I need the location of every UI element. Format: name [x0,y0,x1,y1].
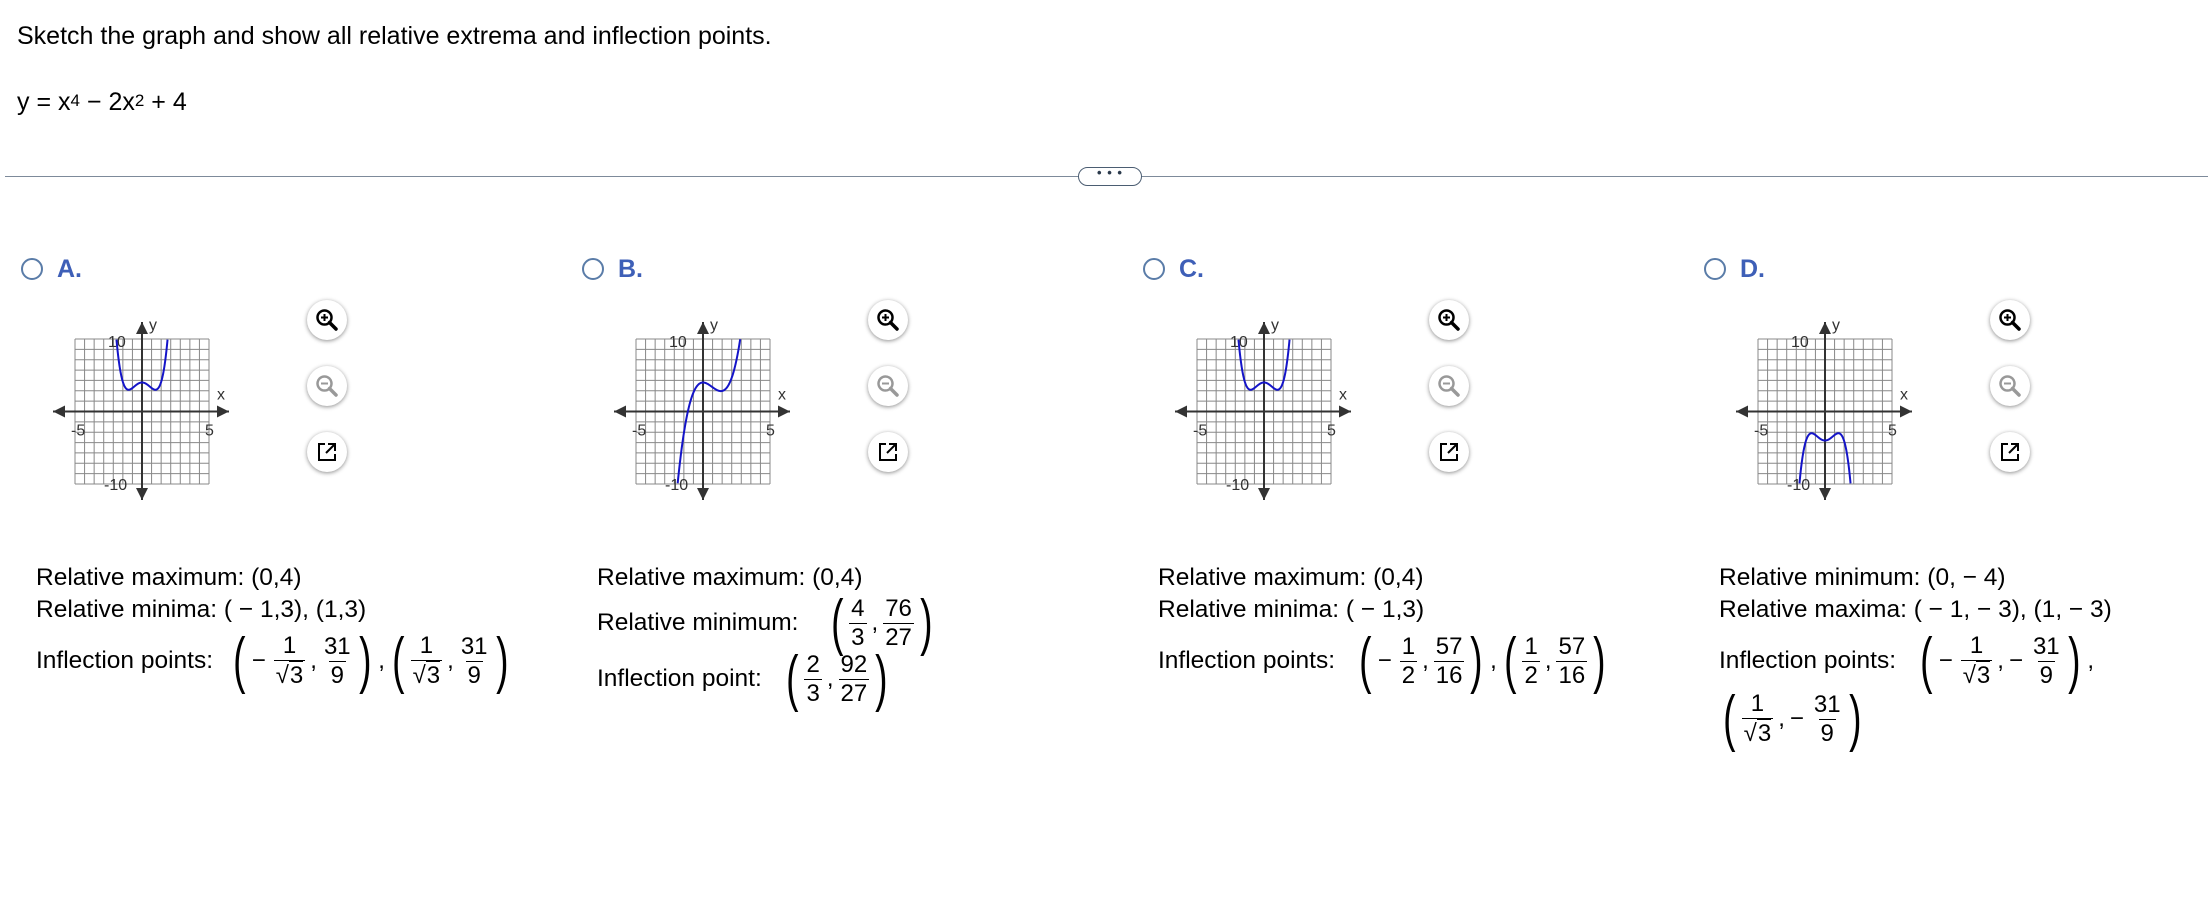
y-axis-arrow-up [136,322,148,334]
option-d [1704,252,2208,812]
inflection-point-2: ( $\frac{1}{2}$ , $\frac{57}{16}$ ) [1503,626,1606,695]
tick-label-neg5: -5 [632,422,647,440]
x-axis-label: x [1339,386,1347,404]
y-axis-label: y [1271,317,1279,334]
option-d-radio[interactable] [1704,258,1726,280]
tick-label-neg5: -5 [1754,422,1769,440]
y-axis-arrow-down [1819,488,1831,500]
zoom-in-icon [1990,300,2030,340]
inflection-point-1: ( − $\frac{1}{2}$ , $\frac{57}{16}$ ) [1359,626,1483,695]
option-d-graph [1722,300,2012,560]
zoom-out-icon [868,366,908,406]
zoom-out-icon [1429,366,1469,406]
expand-more-button[interactable]: • • • [1078,167,1142,186]
tick-label-neg5: -5 [71,422,86,440]
option-c-radio[interactable] [1143,258,1165,280]
tick-label-neg5: -5 [1193,422,1208,440]
zoom-out-button[interactable] [1429,366,1469,406]
x-axis-arrow-left [1736,406,1748,418]
x-axis-arrow-right [778,406,790,418]
zoom-in-icon [868,300,908,340]
y-axis-label: y [149,317,157,334]
pop-out-button[interactable] [1429,432,1469,472]
zoom-out-button[interactable] [868,366,908,406]
inflection-point-2: ( 1 √ 3 , − $\frac{31}{9}$ ) [1723,684,1862,753]
tick-label-pos5: 5 [1888,422,1897,440]
option-a-graph [39,300,329,560]
option-c-letter[interactable]: C. [1179,255,1204,283]
y-axis-label: y [710,317,718,334]
option-a-letter[interactable]: A. [57,255,82,283]
x-axis-label: x [1900,386,1908,404]
option-a [21,252,581,812]
zoom-out-button[interactable] [1990,366,2030,406]
y-axis-arrow-down [136,488,148,500]
option-b-graph [600,300,890,560]
zoom-in-button[interactable] [1990,300,2030,340]
option-d-info: Relative minimum: (0, − 4) Relative maxima: ( − 1, − 3), (1, − 3) Inflection points: ( − 1 √ 3 , − $\frac{31}{9}$ ) , ( 1 √ 3 , − $\frac{31}{9}$ ) [1719,564,2112,753]
tick-label-pos5: 5 [205,422,214,440]
tick-label-pos10: 10 [1230,334,1248,351]
pop-out-button[interactable] [1990,432,2030,472]
option-c-graph [1161,300,1451,560]
zoom-in-button[interactable] [307,300,347,340]
tick-label-pos10: 10 [108,334,126,351]
zoom-in-button[interactable] [1429,300,1469,340]
x-axis-arrow-right [1339,406,1351,418]
inflection-point-1: ( − 1 √ 3 , $\frac{31}{9}$ ) [233,626,372,695]
inflection-point-1: ( − 1 √ 3 , − $\frac{31}{9}$ ) [1920,626,2081,695]
tick-label-neg10: -10 [104,477,128,494]
inflection-point-2: ( 1 √ 3 , $\frac{31}{9}$ ) [392,626,509,695]
pop-out-button[interactable] [307,432,347,472]
zoom-out-icon [1990,366,2030,406]
tick-label-pos5: 5 [766,422,775,440]
pop-out-icon [1990,432,2030,472]
pop-out-icon [307,432,347,472]
option-b-radio[interactable] [582,258,604,280]
option-a-info: Relative maximum: (0,4) Relative minima: ( − 1,3), (1,3) Inflection points: ( − 1 √ 3 , $\frac{31}{9}$ ) , ( 1 √ 3 , $\frac{31}{9}$ ) [36,562,512,692]
y-axis-arrow-up [697,322,709,334]
equation: $y = x^4 - 2x^2 + 4$ [17,88,187,116]
tick-label-neg10: -10 [665,477,689,494]
tick-label-pos5: 5 [1327,422,1336,440]
zoom-in-icon [1429,300,1469,340]
y-axis-label: y [1832,317,1840,334]
y-axis-arrow-up [1819,322,1831,334]
x-axis-arrow-left [53,406,65,418]
option-b [582,252,1142,812]
tick-label-pos10: 10 [669,334,687,351]
question-text: Sketch the graph and show all relative extrema and inflection points. [17,22,772,50]
x-axis-label: x [217,386,225,404]
zoom-in-icon [307,300,347,340]
option-a-radio[interactable] [21,258,43,280]
pop-out-icon [868,432,908,472]
y-axis-arrow-down [697,488,709,500]
option-b-info: Relative maximum: (0,4) Relative minimum: ( $\frac{4}{3}$ , $\frac{76}{27}$ ) Inflection point: ( $\frac{2}{3}$ , $\frac{92}{27}$ ) [597,562,937,710]
tick-label-pos10: 10 [1791,334,1809,351]
y-axis-arrow-down [1258,488,1270,500]
x-axis-arrow-right [1900,406,1912,418]
tick-label-neg10: -10 [1226,477,1250,494]
x-axis-label: x [778,386,786,404]
option-b-letter[interactable]: B. [618,255,643,283]
option-c [1143,252,1703,812]
zoom-out-icon [307,366,347,406]
x-axis-arrow-left [1175,406,1187,418]
x-axis-arrow-right [217,406,229,418]
option-d-letter[interactable]: D. [1740,255,1765,283]
x-axis-arrow-left [614,406,626,418]
option-c-info: Relative maximum: (0,4) Relative minima: ( − 1,3) Inflection points: ( − $\frac{1}{2}$ , $\frac{57}{16}$ ) , ( $\frac{1}{2}$ , $\frac{57}{16}$ ) [1158,562,1610,692]
relative-minimum-point: ( $\frac{4}{3}$ , $\frac{76}{27}$ ) [830,588,933,657]
pop-out-icon [1429,432,1469,472]
pop-out-button[interactable] [868,432,908,472]
inflection-point: ( $\frac{2}{3}$ , $\frac{92}{27}$ ) [785,644,888,713]
y-axis-arrow-up [1258,322,1270,334]
zoom-out-button[interactable] [307,366,347,406]
zoom-in-button[interactable] [868,300,908,340]
tick-label-neg10: -10 [1787,477,1811,494]
